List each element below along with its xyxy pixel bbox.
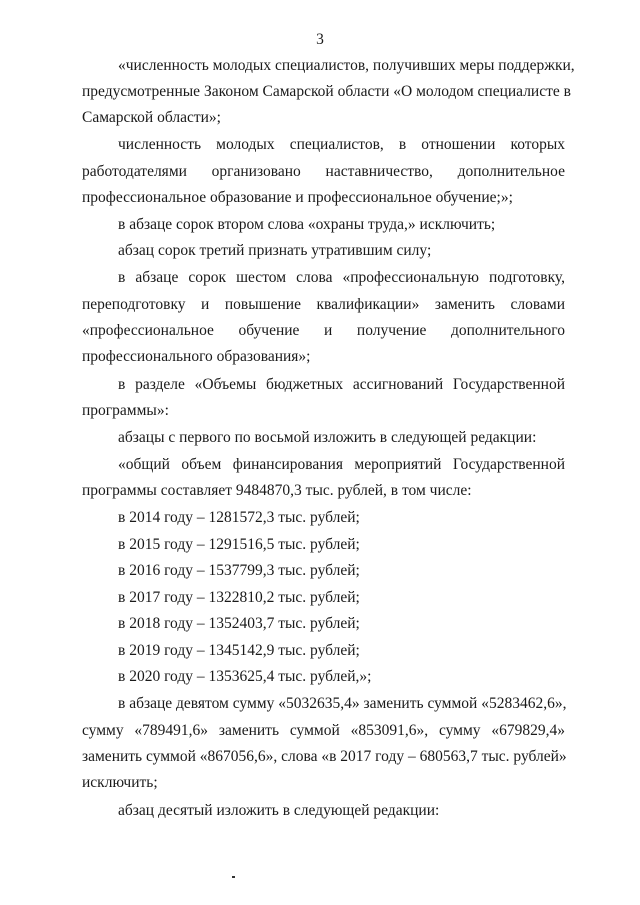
text-line: в 2019 году – 1345142,9 тыс. рублей; (118, 642, 360, 659)
text-line: численность молодых специалистов, в отношении которых (118, 136, 565, 153)
text-line: предусмотренные Законом Самарской области «О молодом специалисте в (82, 83, 571, 100)
scan-speck (232, 876, 235, 878)
text-line: абзацы с первого по восьмой изложить в следующей редакции: (118, 429, 537, 446)
text-line: заменить суммой «867056,6», слова «в 2017 году – 680563,7 тыс. рублей» (82, 748, 567, 765)
text-line: исключить; (82, 774, 158, 791)
text-line: в абзаце сорок шестом слова «профессиональную подготовку, (118, 269, 565, 286)
text-line: профессиональное образование и профессиональное обучение;»; (82, 189, 513, 206)
text-line: в 2018 году – 1352403,7 тыс. рублей; (118, 615, 360, 632)
text-line: в абзаце сорок втором слова «охраны труда,» исключить; (118, 216, 496, 233)
text-line: программы составляет 9484870,3 тыс. рублей, в том числе: (82, 482, 472, 499)
text-line: в 2017 году – 1322810,2 тыс. рублей; (118, 589, 360, 606)
text-line: «профессиональное обучение и получение дополнительного (82, 322, 565, 339)
text-line: Самарской области»; (82, 109, 221, 126)
text-line: профессионального образования»; (82, 348, 311, 365)
text-line: в 2014 году – 1281572,3 тыс. рублей; (118, 509, 360, 526)
text-line: работодателями организовано наставничество, дополнительное (82, 163, 565, 180)
text-line: абзац десятый изложить в следующей редакции: (118, 802, 440, 819)
text-line: программы»: (82, 402, 169, 419)
text-line: «численность молодых специалистов, получивших меры поддержки, (118, 57, 575, 74)
text-line: «общий объем финансирования мероприятий Государственной (118, 456, 565, 473)
text-line: в разделе «Объемы бюджетных ассигнований Государственной (118, 376, 565, 393)
text-line: в 2020 году – 1353625,4 тыс. рублей,»; (118, 668, 372, 685)
text-line: переподготовку и повышение квалификации» заменить словами (82, 296, 565, 313)
text-line: в 2016 году – 1537799,3 тыс. рублей; (118, 562, 360, 579)
text-line: абзац сорок третий признать утратившим силу; (118, 242, 432, 259)
text-line: в 2015 году – 1291516,5 тыс. рублей; (118, 536, 360, 553)
text-line: сумму «789491,6» заменить суммой «853091,6», сумму «679829,4» (82, 722, 565, 739)
page-number: 3 (316, 31, 324, 48)
text-line: в абзаце девятом сумму «5032635,4» заменить суммой «5283462,6», (118, 695, 567, 712)
